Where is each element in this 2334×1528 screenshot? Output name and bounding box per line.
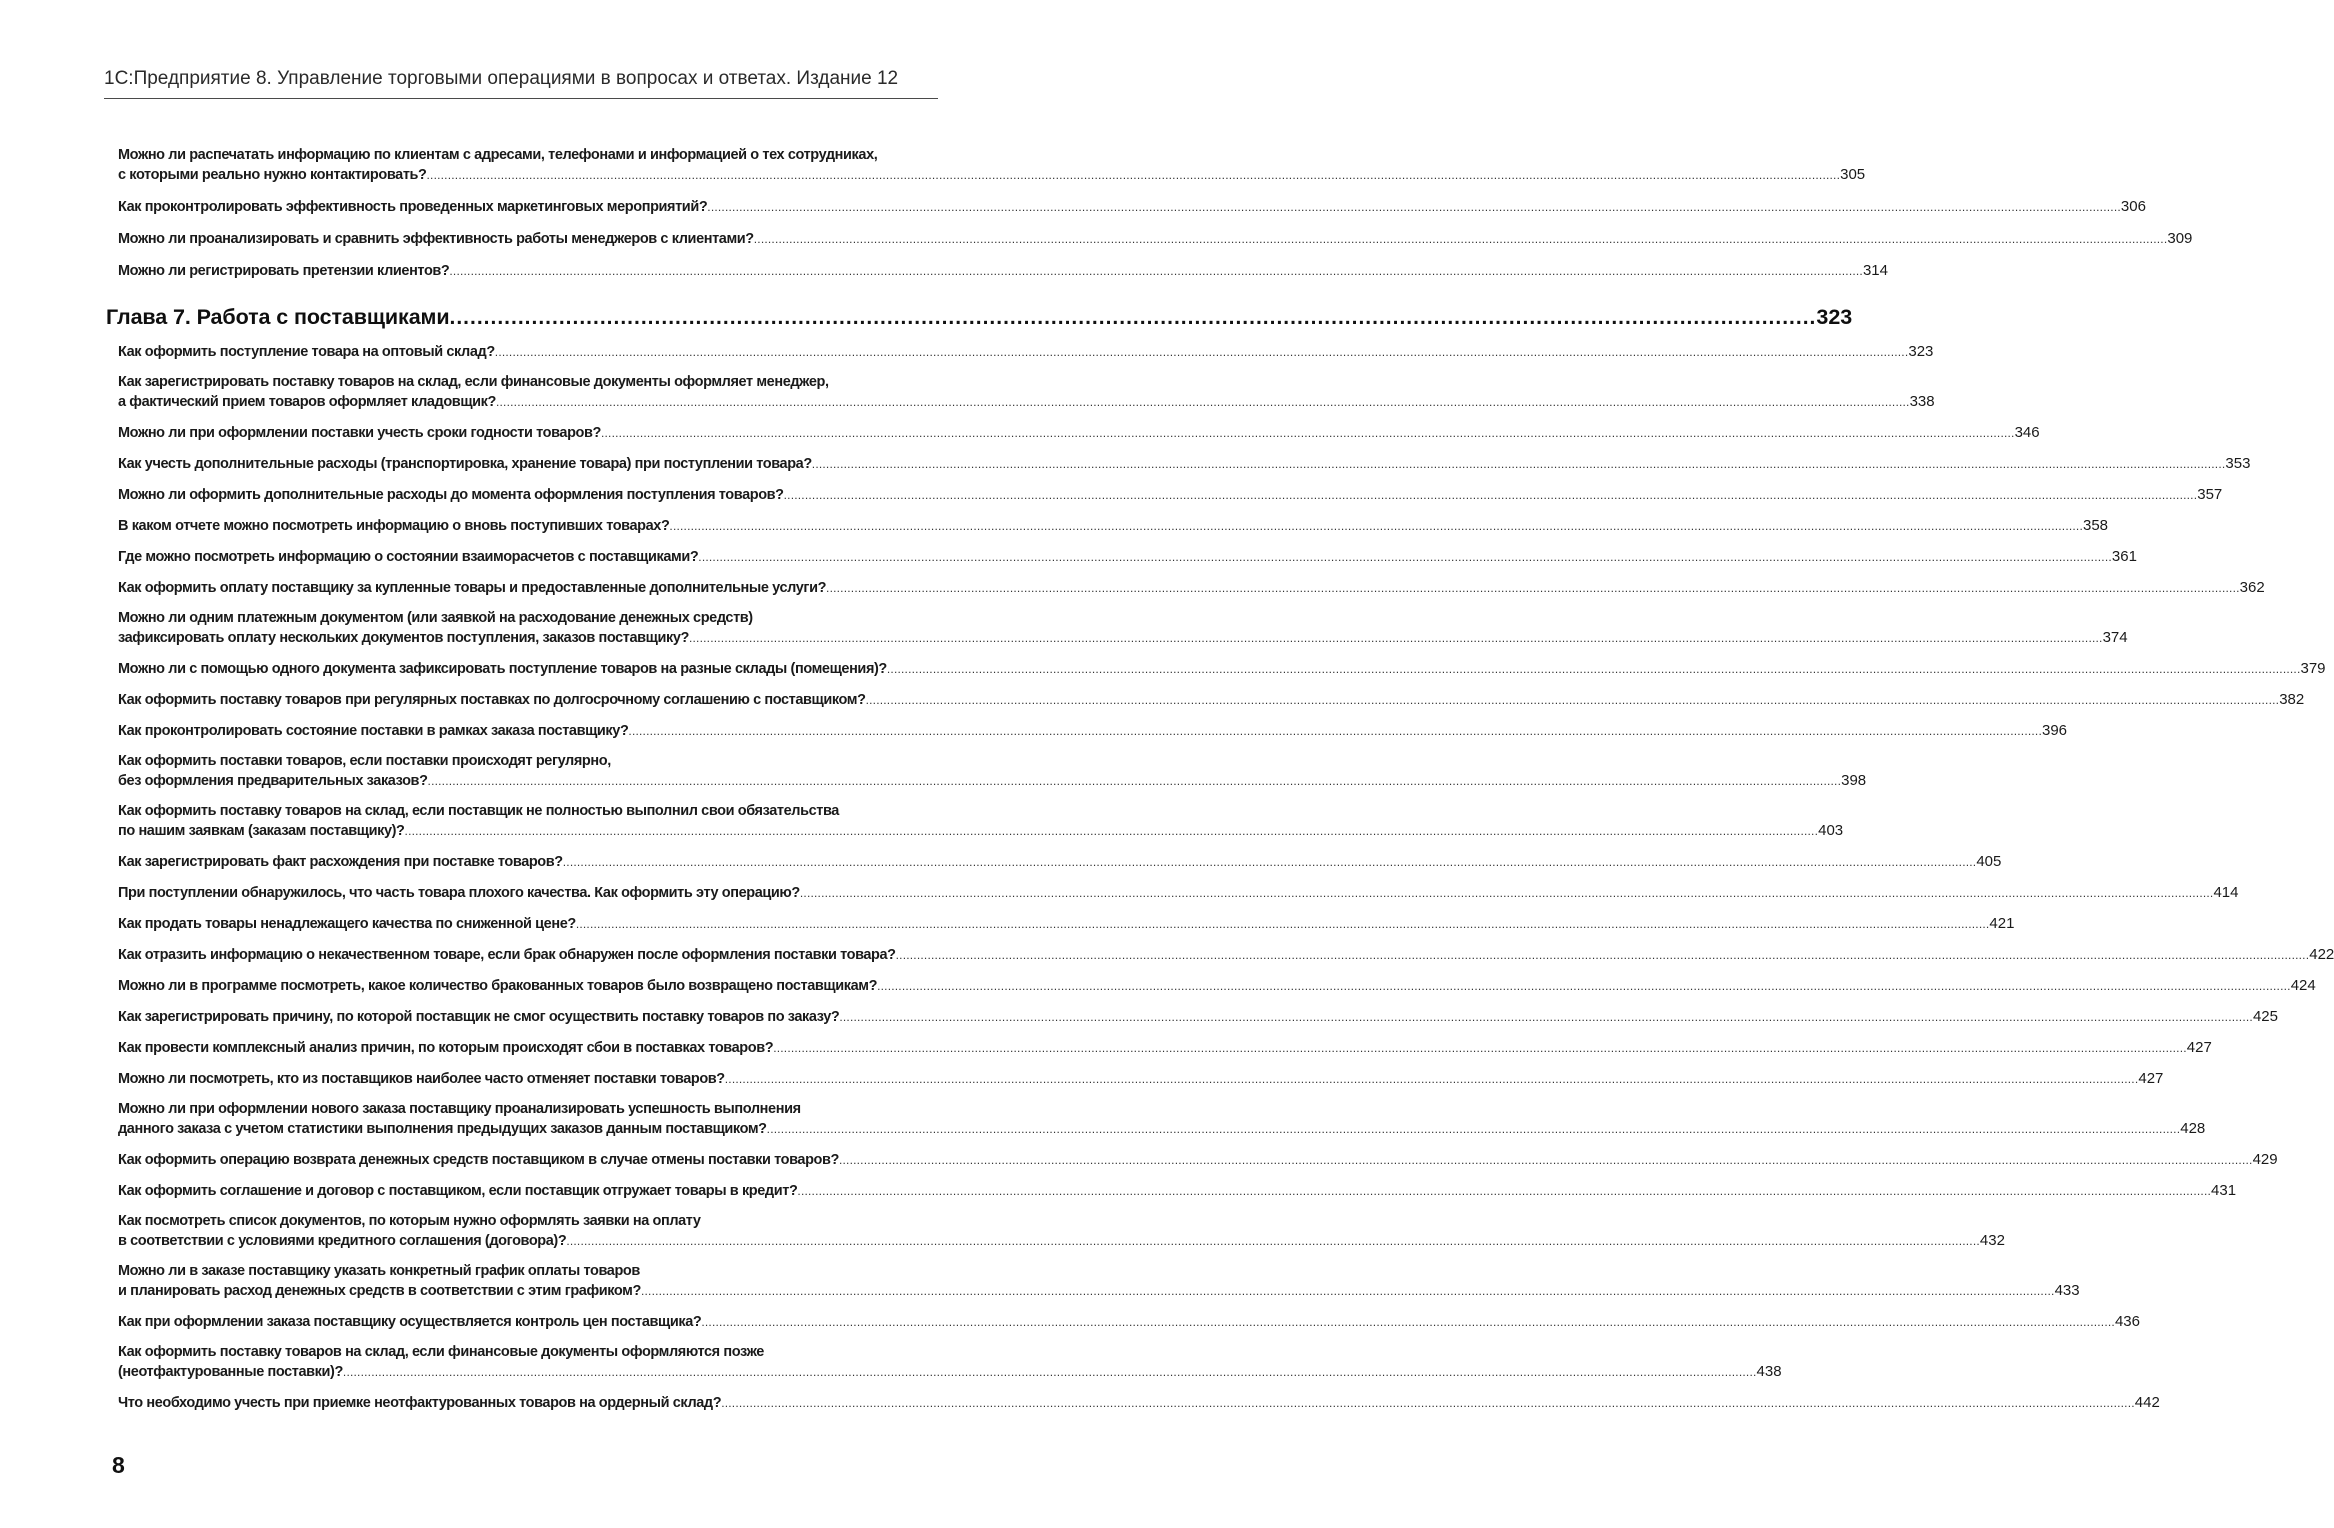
leader-dots: ................................................................................................................................................................................................................................................................................................................................................................................................................	[877, 979, 2291, 993]
leader-dots: ................................................................................................................................................................................................................................................................................................................................................................................................................	[895, 948, 2310, 962]
leader-dots: ................................................................................................................................................................................................................................................................................................................................................................................................................	[811, 457, 2226, 471]
toc-entry-page: 429	[2252, 1151, 2278, 1168]
table-of-contents	[106, 146, 2334, 1413]
toc-entry[interactable]	[118, 485, 2223, 505]
toc-entry[interactable]	[118, 1262, 2080, 1301]
toc-entry[interactable]	[118, 516, 2109, 536]
toc-entry-title: Как продать товары ненадлежащего качества по сниженной цене?	[118, 916, 576, 932]
leader-dots: ................................................................................................................................................................................................................................................................................................................................................................................................................	[575, 917, 1990, 931]
toc-entry-title: Как оформить поставку товаров при регулярных поставках по долгосрочному соглашению с поставщиком?	[118, 692, 866, 708]
leader-dots: ................................................................................................................................................................................................................................................................................................................................................................................................................	[566, 1234, 1980, 1248]
toc-entry-title: Как отразить информацию о некачественном товаре, если брак обнаружен после оформления поставки товара?	[118, 947, 896, 963]
toc-entry-title: При поступлении обнаружилось, что часть товара плохого качества. Как оформить эту операцию?	[118, 885, 800, 901]
toc-entry-title: В каком отчете можно посмотреть информацию о вновь поступивших товарах?	[118, 518, 670, 534]
toc-entry-page: 306	[2120, 198, 2146, 215]
toc-entry-title: Можно ли оформить дополнительные расходы до момента оформления поступления товаров?	[118, 487, 784, 503]
chapter-title: Глава 7. Работа с поставщиками	[106, 305, 450, 329]
leader-dots: ................................................................................................................................................................................................................................................................................................................................................................................................................	[886, 662, 2301, 676]
toc-entry-page: 398	[1841, 772, 1867, 789]
toc-entry[interactable]	[118, 261, 1888, 281]
toc-entry-page: 438	[1756, 1363, 1782, 1380]
toc-entry[interactable]	[118, 1312, 2140, 1332]
leader-dots: ................................................................................................................................................................................................................................................................................................................................................................................................................	[600, 426, 2015, 440]
toc-entry-page: 305	[1840, 166, 1866, 183]
toc-entry-title: данного заказа с учетом статистики выполнения предыдущих заказов данным поставщиком?	[118, 1121, 767, 1137]
toc-entry[interactable]	[118, 1007, 2278, 1027]
toc-entry-line: Как посмотреть список документов, по которым нужно оформлять заявки на оплату	[118, 1213, 701, 1229]
toc-entry-page: 421	[1989, 915, 2015, 932]
toc-entry-title: а фактический прием товаров оформляет кладовщик?	[118, 394, 496, 410]
toc-entry-page: 427	[2138, 1070, 2164, 1087]
toc-entry-title: Как оформить поступление товара на оптовый склад?	[118, 344, 495, 360]
toc-before-chapter	[118, 146, 2193, 281]
toc-entry-page: 361	[2111, 548, 2137, 565]
toc-entry[interactable]	[118, 945, 2334, 965]
toc-entry-page: 425	[2252, 1008, 2278, 1025]
leader-dots: ................................................................................................................................................................................................................................................................................................................................................................................................................	[688, 631, 2103, 645]
toc-entry-page: 396	[2042, 722, 2068, 739]
toc-entry-page: 431	[2211, 1182, 2237, 1199]
toc-entry-page: 338	[1909, 393, 1935, 410]
toc-entry-page: 323	[1908, 343, 1934, 360]
toc-entry[interactable]	[118, 914, 2015, 934]
toc-entry[interactable]	[118, 1343, 1782, 1382]
leader-dots: ................................................................................................................................................................................................................................................................................................................................................................................................................	[783, 488, 2198, 502]
toc-entry-title: с которыми реально нужно контактировать?	[118, 167, 427, 183]
toc-entry-page: 427	[2186, 1039, 2212, 1056]
toc-entry-title: Как зарегистрировать причину, по которой поставщик не смог осуществить поставку товаров по заказу?	[118, 1009, 840, 1025]
leader-dots: ................................................................................................................................................................................................................................................................................................................................................................................................................	[404, 824, 1819, 838]
toc-entry-title: Как оформить оплату поставщику за купленные товары и предоставленные дополнительные услуги?	[118, 580, 827, 596]
leader-dots: ................................................................................................................................................................................................................................................................................................................................................................................................................	[495, 395, 1910, 409]
toc-entry-title: Как проконтролировать эффективность проведенных маркетинговых мероприятий?	[118, 199, 708, 215]
toc-entry[interactable]	[118, 883, 2239, 903]
toc-entry-page: 433	[2054, 1282, 2080, 1299]
leader-dots: ................................................................................................................................................................................................................................................................................................................................................................................................................	[839, 1010, 2253, 1024]
leader-dots: ................................................................................................................................................................................................................................................................................................................................................................................................................	[721, 1396, 2135, 1410]
toc-entry-page: 424	[2290, 977, 2316, 994]
toc-entry-page: 422	[2309, 946, 2334, 963]
toc-entry[interactable]	[118, 1212, 2005, 1251]
toc-entry-line: Как оформить поставки товаров, если поставки происходят регулярно,	[118, 753, 611, 769]
toc-entry-page: 358	[2083, 517, 2109, 534]
toc-entry[interactable]	[118, 1069, 2164, 1089]
toc-entry[interactable]	[118, 1393, 2160, 1413]
toc-entry[interactable]	[118, 976, 2316, 996]
toc-entry-page: 403	[1818, 822, 1844, 839]
toc-entry-title: Можно ли посмотреть, кто из поставщиков наиболее часто отменяет поставки товаров?	[118, 1071, 725, 1087]
chapter-heading[interactable]	[106, 305, 1853, 330]
toc-entry-line: Как зарегистрировать поставку товаров на склад, если финансовые документы оформляет менеджер,	[118, 374, 829, 390]
toc-entry-line: Можно ли при оформлении нового заказа поставщику проанализировать успешность выполнения	[118, 1101, 801, 1117]
toc-entry[interactable]	[118, 373, 1935, 412]
leader-dots: ................................................................................................................................................................................................................................................................................................................................................................................................................	[426, 168, 1841, 182]
toc-entry[interactable]	[118, 690, 2305, 710]
toc-entry[interactable]	[118, 454, 2251, 474]
page-number: 8	[112, 1452, 125, 1478]
toc-chapter-entries	[118, 342, 2334, 1413]
leader-dots: ................................................................................................................................................................................................................................................................................................................................................................................................................	[701, 1315, 2115, 1329]
leader-dots: ................................................................................................................................................................................................................................................................................................................................................................................................................	[698, 550, 2112, 564]
toc-entry-page: 432	[1979, 1232, 2005, 1249]
leader-dots: ................................................................................................................................................................................................................................................................................................................................................................................................................	[797, 1184, 2212, 1198]
toc-entry-line: Как оформить поставку товаров на склад, если финансовые документы оформляются позже	[118, 1344, 764, 1360]
leader-dots: ................................................................................................................................................................................................................................................................................................................................................................................................................	[342, 1365, 1757, 1379]
leader-dots: ................................................................................................................................................................................................................................................................................................................................................................................................................	[838, 1153, 2253, 1167]
toc-entry-title: и планировать расход денежных средств в соответствии с этим графиком?	[118, 1283, 641, 1299]
toc-entry[interactable]	[118, 342, 1934, 362]
toc-entry-title: без оформления предварительных заказов?	[118, 773, 428, 789]
toc-entry[interactable]	[118, 547, 2137, 567]
toc-entry[interactable]	[118, 1038, 2212, 1058]
toc-entry-title: по нашим заявкам (заказам поставщику)?	[118, 823, 405, 839]
toc-entry-page: 357	[2197, 486, 2223, 503]
toc-entry-page: 309	[2167, 230, 2193, 247]
toc-entry-title: Как при оформлении заказа поставщику осуществляется контроль цен поставщика?	[118, 1314, 702, 1330]
toc-entry-title: в соответствии с условиями кредитного соглашения (договора)?	[118, 1233, 567, 1249]
toc-entry[interactable]	[118, 852, 2002, 872]
toc-entry-title: Как проконтролировать состояние поставки в рамках заказа поставщику?	[118, 723, 629, 739]
leader-dots: ................................................................................................................................................................................................................................................................................................................................................................................................................	[773, 1041, 2187, 1055]
toc-entry-page: 405	[1976, 853, 2002, 870]
toc-entry-title: Как зарегистрировать факт расхождения при поставке товаров?	[118, 854, 563, 870]
toc-entry-title: Как оформить соглашение и договор с поставщиком, если поставщик отгружает товары в кредит?	[118, 1183, 798, 1199]
leader-dots: ................................................................................................................................................................................................................................................................................................................................................................................................................	[494, 345, 1909, 359]
toc-entry-page: 374	[2102, 629, 2128, 646]
toc-entry-title: Можно ли с помощью одного документа зафиксировать поступление товаров на разные склады (помещения)?	[118, 661, 887, 677]
toc-entry-title: Можно ли проанализировать и сравнить эффективность работы менеджеров с клиентами?	[118, 231, 754, 247]
leader-dots: ................................................................................................................................................................................................................................................................................................................................................................................................................	[865, 693, 2280, 707]
toc-entry[interactable]	[118, 721, 2068, 741]
leader-dots: ................................................................................................................................................................................................................................................................................................................................................................................................................	[449, 264, 1863, 278]
leader-dots: ................................................................................................................................................................................................................................................................................................................................................................................................................	[427, 774, 1842, 788]
leader-dots: ................................................................................................................................................................................................................................................................................................................................................................................................................	[724, 1072, 2139, 1086]
toc-entry[interactable]	[118, 197, 2146, 217]
toc-entry-page: 442	[2134, 1394, 2160, 1411]
toc-entry-page: 428	[2180, 1120, 2206, 1137]
leader-dots: ................................................................................................................................................................................................................................................................................................................................................................................................................	[766, 1122, 2181, 1136]
toc-entry-page: 346	[2014, 424, 2040, 441]
toc-entry[interactable]	[118, 1150, 2278, 1170]
toc-entry-title: Можно ли в программе посмотреть, какое количество бракованных товаров было возвращено поставщикам?	[118, 978, 878, 994]
toc-entry-page: 314	[1862, 262, 1888, 279]
leader-dots: ................................................................................................................................................................................................................................................................................................................................................................................................................	[799, 886, 2214, 900]
leader-dots: ................................................................................................................................................................................................................................................................................................................................................................................................................	[826, 581, 2240, 595]
toc-entry[interactable]	[118, 659, 2326, 679]
leader-dots: ................................................................................................................................................................................................................................................................................................................................................................................................................	[562, 855, 1977, 869]
toc-entry-page: 379	[2300, 660, 2326, 677]
toc-entry[interactable]	[118, 423, 2040, 443]
toc-entry-title: Как учесть дополнительные расходы (транспортировка, хранение товара) при поступлении товара?	[118, 456, 812, 472]
toc-entry[interactable]	[118, 802, 1844, 841]
toc-entry[interactable]	[118, 1181, 2237, 1201]
toc-entry[interactable]	[118, 578, 2265, 598]
leader-dots: ................................................................................................................................................................................................................................................................................................................................................................................................................	[753, 232, 2168, 246]
toc-entry[interactable]	[118, 229, 2193, 249]
toc-entry-line: Можно ли одним платежным документом (или заявкой на расходование денежных средств)	[118, 610, 753, 626]
toc-entry-title: Можно ли регистрировать претензии клиентов?	[118, 263, 450, 279]
chapter-page-number: 323	[1816, 305, 1853, 329]
toc-entry[interactable]	[118, 752, 1867, 791]
toc-entry-page: 436	[2114, 1313, 2140, 1330]
leader-dots: ................................................................................................................................................................................................................................................................................................................................................................................................................	[707, 200, 2121, 214]
toc-entry-title: Что необходимо учесть при приемке неотфактурованных товаров на ордерный склад?	[118, 1395, 722, 1411]
running-header: 1С:Предприятие 8. Управление торговыми операциями в вопросах и ответах. Издание 12	[104, 68, 938, 99]
toc-entry-title: (неотфактурованные поставки)?	[118, 1364, 343, 1380]
chapter-leader-dots: ........................................................................................................................................................................................................	[449, 306, 1817, 329]
toc-entry-page: 353	[2225, 455, 2251, 472]
toc-entry-title: Как провести комплексный анализ причин, по которым происходят сбои в поставках товаров?	[118, 1040, 774, 1056]
toc-entry[interactable]	[118, 146, 1866, 185]
toc-entry-line: Можно ли распечатать информацию по клиентам с адресами, телефонами и информацией о тех сотрудниках,	[118, 147, 878, 163]
toc-entry-line: Можно ли в заказе поставщику указать конкретный график оплаты товаров	[118, 1263, 640, 1279]
toc-entry[interactable]	[118, 609, 2128, 648]
toc-entry-title: Как оформить операцию возврата денежных средств поставщиком в случае отмены поставки товаров?	[118, 1152, 839, 1168]
leader-dots: ................................................................................................................................................................................................................................................................................................................................................................................................................	[669, 519, 2083, 533]
toc-entry-page: 382	[2279, 691, 2305, 708]
toc-entry-title: Где можно посмотреть информацию о состоянии взаиморасчетов с поставщиками?	[118, 549, 699, 565]
toc-entry-title: Можно ли при оформлении поставки учесть сроки годности товаров?	[118, 425, 601, 441]
toc-entry[interactable]	[118, 1100, 2206, 1139]
toc-entry-page: 414	[2213, 884, 2239, 901]
leader-dots: ................................................................................................................................................................................................................................................................................................................................................................................................................	[628, 724, 2042, 738]
toc-entry-title: зафиксировать оплату нескольких документов поступления, заказов поставщику?	[118, 630, 689, 646]
leader-dots: ................................................................................................................................................................................................................................................................................................................................................................................................................	[640, 1284, 2055, 1298]
toc-entry-page: 362	[2239, 579, 2265, 596]
toc-entry-line: Как оформить поставку товаров на склад, если поставщик не полностью выполнил свои обязательства	[118, 803, 839, 819]
